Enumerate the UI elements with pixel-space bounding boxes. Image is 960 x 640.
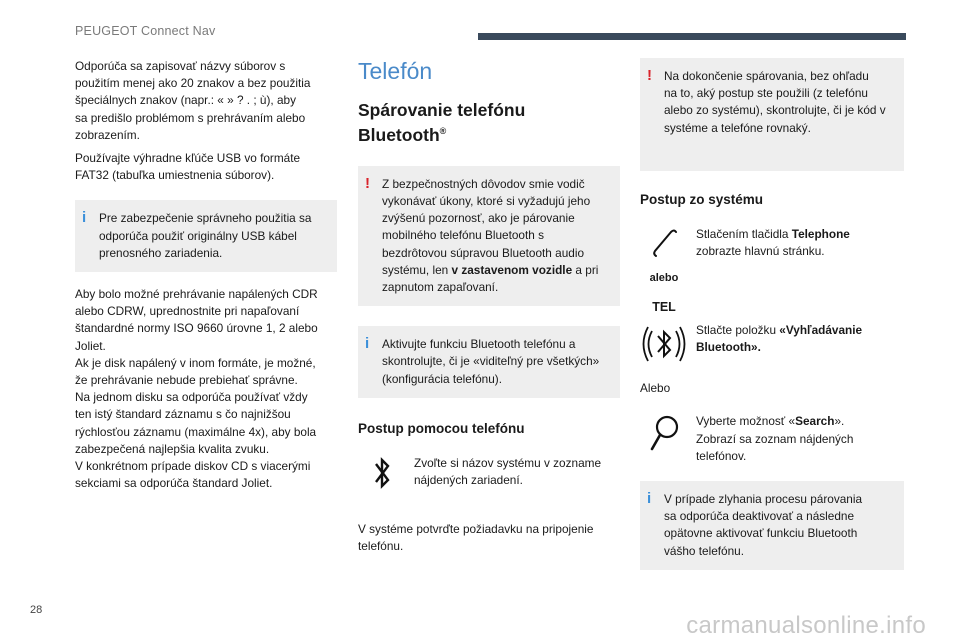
section-title: Telefón	[358, 58, 433, 84]
info-icon: i	[82, 209, 87, 227]
bluetooth-visibility-note	[358, 326, 620, 398]
step-text-part: Vyberte možnosť «	[696, 414, 796, 429]
warning-text	[382, 176, 608, 296]
telephone-button-group	[640, 226, 688, 316]
usb-format-paragraph: Používajte výhradne kľúče USB vo formáte FAT32 (tabuľka umiestnenia súborov).	[75, 151, 301, 183]
pairing-failure-note	[640, 481, 904, 570]
warning-icon: !	[647, 67, 652, 84]
column-right	[640, 58, 904, 584]
page-header-title: PEUGEOT Connect Nav	[75, 24, 216, 38]
step-text	[696, 413, 904, 465]
step-text-bold: Search	[795, 414, 835, 429]
bluetooth-search-icon	[640, 322, 688, 366]
step-text: Zvoľte si názov systému v zozname nájdených zariadení.	[414, 455, 602, 488]
safety-warning	[358, 166, 620, 306]
pairing-title	[358, 100, 620, 146]
warning-text-bold: v zastavenom vozidle	[451, 262, 573, 277]
cd-paragraph: Aby bolo možné prehrávanie napálených CDR alebo CDRW, uprednostnite pri napaľovaní štandardné normy ISO 9660 úrovne 1, 2 alebo Joliet. Ak je disk napálený v inom formáte, je možné, že prehrávanie nebude prebiehať správne. Na jednom disku sa odporúča používať vždy ten istý štandard záznamu s čo najnižšou rýchlosťou záznamu (maximálne 4x), aby bola zabezpečená najlepšia kvalita zvuku. V konkrétnom prípade diskov CD s viacerými sekciami sa odporúča štandard Joliet.	[75, 287, 318, 491]
search-icon	[640, 413, 688, 453]
system-step-search	[640, 413, 904, 465]
warning-text: Na dokončenie spárovania, bez ohľadu na to, aký postup ste použili (z telefónu alebo zo systému), skontrolujte, či je kód v systéme a telefóne rovnaký.	[664, 69, 886, 135]
step-text-part: Stlačením tlačidla	[696, 226, 792, 241]
warning-text-part: a pri zapnutom zapaľovaní.	[382, 262, 599, 295]
column-middle	[358, 58, 620, 561]
step-text	[696, 226, 904, 260]
system-procedure-heading: Postup zo systému	[640, 191, 764, 207]
note-text: Aktivujte funkciu Bluetooth telefónu a skontrolujte, či je «viditeľný pre všetkých» (konfigurácia telefónu).	[382, 337, 600, 386]
registered-mark: ®	[439, 126, 447, 136]
info-icon: i	[647, 490, 652, 508]
step-text	[696, 322, 904, 356]
alebo-label: alebo	[649, 271, 679, 284]
usb-cable-note	[75, 200, 337, 272]
note-text: V prípade zlyhania procesu párovania sa odporúča deaktivovať a následne opätovne aktivovať funkciu Bluetooth vášho telefónu.	[664, 492, 863, 558]
warning-icon: !	[365, 174, 370, 192]
pairing-code-warning	[640, 58, 904, 171]
column-left	[75, 58, 337, 498]
header-bar	[478, 33, 906, 40]
phone-procedure-heading: Postup pomocou telefónu	[358, 420, 525, 436]
watermark: carmanualsonline.info	[686, 612, 926, 639]
step-text-part: Stlačte položku	[696, 323, 780, 338]
step-text-bold: Telephone	[791, 226, 850, 241]
alebo-paragraph: Alebo	[640, 381, 671, 396]
step-text-bold: «Vyhľadávanie Bluetooth».	[696, 323, 863, 355]
note-text: Pre zabezpečenie správneho použitia sa odporúča použiť originálny USB kábel prenosného zariadenia.	[99, 211, 312, 260]
system-step-bluetooth-search	[640, 322, 904, 366]
confirm-paragraph: V systéme potvrďte požiadavku na pripojenie telefónu.	[358, 521, 594, 554]
tel-button-label: TEL	[652, 300, 676, 315]
page-number: 28	[30, 604, 43, 616]
step-text-part: zobrazte hlavnú stránku.	[696, 244, 825, 259]
pairing-title-text: Spárovanie telefónu Bluetooth	[358, 100, 526, 145]
warning-text-part: Z bezpečnostných dôvodov smie vodič vykonávať úkony, ktoré si vyžadujú jeho zvýšenú pozornosť, ako je párovanie mobilného telefónu Bluetooth s bezdrôtovou súpravou Bluetooth audio systému, len	[382, 176, 591, 277]
phone-handset-icon	[649, 226, 679, 260]
bluetooth-icon	[358, 455, 406, 491]
step-text-part: ». Zobrazí sa zoznam nájdených telefónov.	[696, 414, 854, 463]
filename-paragraph: Odporúča sa zapisovať názvy súborov s použitím menej ako 20 znakov a bez použitia špeciálnych znakov (napr.: « » ? . ; ù), aby sa predišlo problémom s prehrávaním alebo zobrazením.	[75, 59, 311, 142]
info-icon: i	[365, 335, 370, 353]
system-step-telephone	[640, 226, 904, 316]
phone-step	[358, 455, 620, 491]
